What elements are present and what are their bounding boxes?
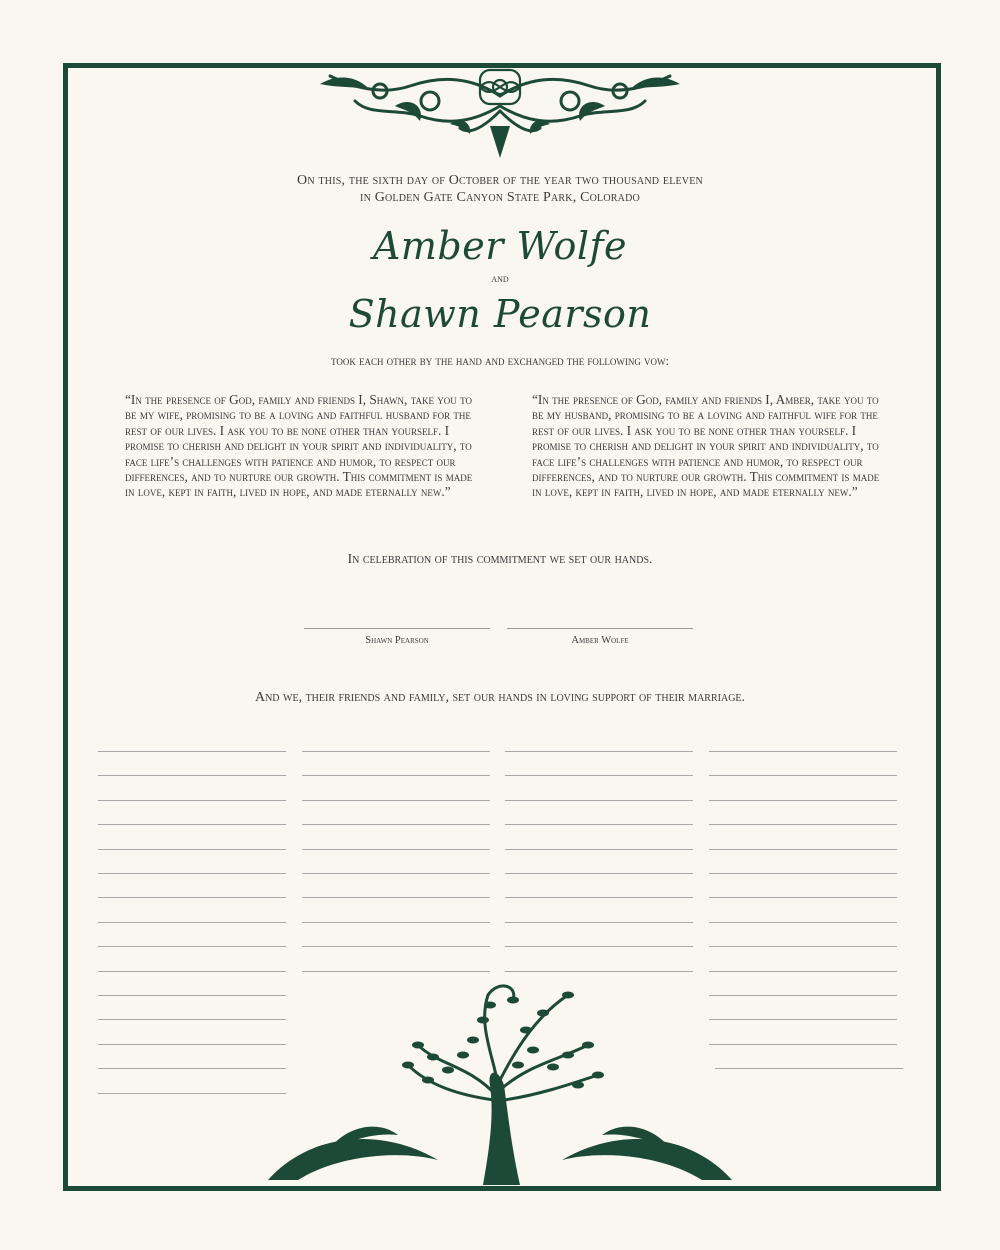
- guest-signature-line[interactable]: [302, 824, 490, 825]
- guest-signature-line[interactable]: [505, 775, 693, 776]
- bride-name: Amber Wolfe: [372, 224, 628, 268]
- guest-signature-line[interactable]: [98, 971, 286, 972]
- guest-signature-line[interactable]: [505, 897, 693, 898]
- guest-signature-line[interactable]: [709, 1044, 897, 1045]
- intro-line-place: in Golden Gate Canyon State Park, Colorado: [360, 190, 640, 205]
- guest-signature-line[interactable]: [709, 995, 897, 996]
- celtic-knot-flourish: [300, 66, 700, 162]
- guest-signature-line[interactable]: [505, 873, 693, 874]
- guest-signature-line[interactable]: [98, 824, 286, 825]
- guest-signature-line[interactable]: [709, 946, 897, 947]
- guest-signature-line[interactable]: [505, 946, 693, 947]
- guest-signature-line[interactable]: [302, 751, 490, 752]
- guest-signature-line[interactable]: [709, 873, 897, 874]
- guest-signature-line[interactable]: [505, 800, 693, 801]
- guest-signature-line[interactable]: [302, 897, 490, 898]
- guest-signature-line[interactable]: [98, 1068, 286, 1069]
- signature-line-amber[interactable]: [507, 628, 693, 629]
- tree-of-life-flourish: [268, 975, 732, 1185]
- guest-signature-line[interactable]: [709, 800, 897, 801]
- guest-signature-line[interactable]: [302, 922, 490, 923]
- groom-name: Shawn Pearson: [348, 292, 652, 336]
- guest-signature-line[interactable]: [98, 1044, 286, 1045]
- guest-signature-line[interactable]: [709, 824, 897, 825]
- guest-signature-line[interactable]: [98, 1019, 286, 1020]
- friends-family-line: And we, their friends and family, set our hands in loving support of their marriage.: [254, 690, 746, 705]
- guest-signature-line[interactable]: [709, 1019, 897, 1020]
- guest-signature-line[interactable]: [98, 995, 286, 996]
- guest-signature-line[interactable]: [505, 824, 693, 825]
- guest-signature-line[interactable]: [98, 849, 286, 850]
- guest-signature-line[interactable]: [505, 849, 693, 850]
- guest-signature-line[interactable]: [709, 971, 897, 972]
- signature-label-shawn: Shawn Pearson: [365, 635, 429, 646]
- guest-signature-line[interactable]: [505, 751, 693, 752]
- guest-signature-line[interactable]: [302, 946, 490, 947]
- guest-signature-line[interactable]: [709, 751, 897, 752]
- guest-signature-line[interactable]: [505, 922, 693, 923]
- signature-label-amber: Amber Wolfe: [571, 635, 629, 646]
- and-word: and: [491, 273, 509, 285]
- guest-signature-line[interactable]: [709, 897, 897, 898]
- intro-line-date: On this, the sixth day of October of the year two thousand eleven: [297, 173, 703, 188]
- celebration-line: In celebration of this commitment we set our hands.: [347, 552, 653, 567]
- took-hand-line: took each other by the hand and exchanged the following vow:: [330, 354, 670, 368]
- guest-signature-line[interactable]: [98, 775, 286, 776]
- guest-signature-line[interactable]: [302, 971, 490, 972]
- guest-signature-line[interactable]: [709, 849, 897, 850]
- guest-signature-line[interactable]: [98, 873, 286, 874]
- vow-shawn: “In the presence of God, family and friends I, Shawn, take you to be my wife, promising to be a loving and faithful husband for the rest of our lives. I ask you to be none other than yourself. I promise to cherish and delight in your spirit and individuality, to face life’s challenges with patience and humor, to respect our differences, and to nurture our growth. This commitment is made in love, kept in faith, lived in hope, and made eternally new.”: [125, 392, 473, 500]
- intro-text: [0, 172, 1000, 206]
- guest-signature-line[interactable]: [98, 800, 286, 801]
- signature-line-shawn[interactable]: [304, 628, 490, 629]
- guest-signature-line[interactable]: [505, 971, 693, 972]
- guest-signature-line[interactable]: [98, 751, 286, 752]
- guest-signature-line[interactable]: [302, 849, 490, 850]
- guest-signature-line[interactable]: [98, 922, 286, 923]
- vow-amber: “In the presence of God, family and friends I, Amber, take you to be my husband, promising to be a loving and faithful wife for the rest of our lives. I ask you to be none other than yourself. I promise to cherish and delight in your spirit and individuality, to face life’s challenges with patience and humor, to respect our differences, and to nurture our growth. This commitment is made in love, kept in faith, lived in hope, and made eternally new.”: [532, 392, 880, 500]
- guest-signature-line[interactable]: [302, 775, 490, 776]
- guest-signature-line[interactable]: [302, 800, 490, 801]
- guest-signature-line[interactable]: [98, 897, 286, 898]
- guest-signature-line[interactable]: [709, 922, 897, 923]
- guest-signature-line[interactable]: [98, 946, 286, 947]
- guest-signature-line[interactable]: [302, 873, 490, 874]
- guest-signature-line[interactable]: [98, 1093, 286, 1094]
- guest-signature-line[interactable]: [709, 775, 897, 776]
- guest-signature-line[interactable]: [715, 1068, 903, 1069]
